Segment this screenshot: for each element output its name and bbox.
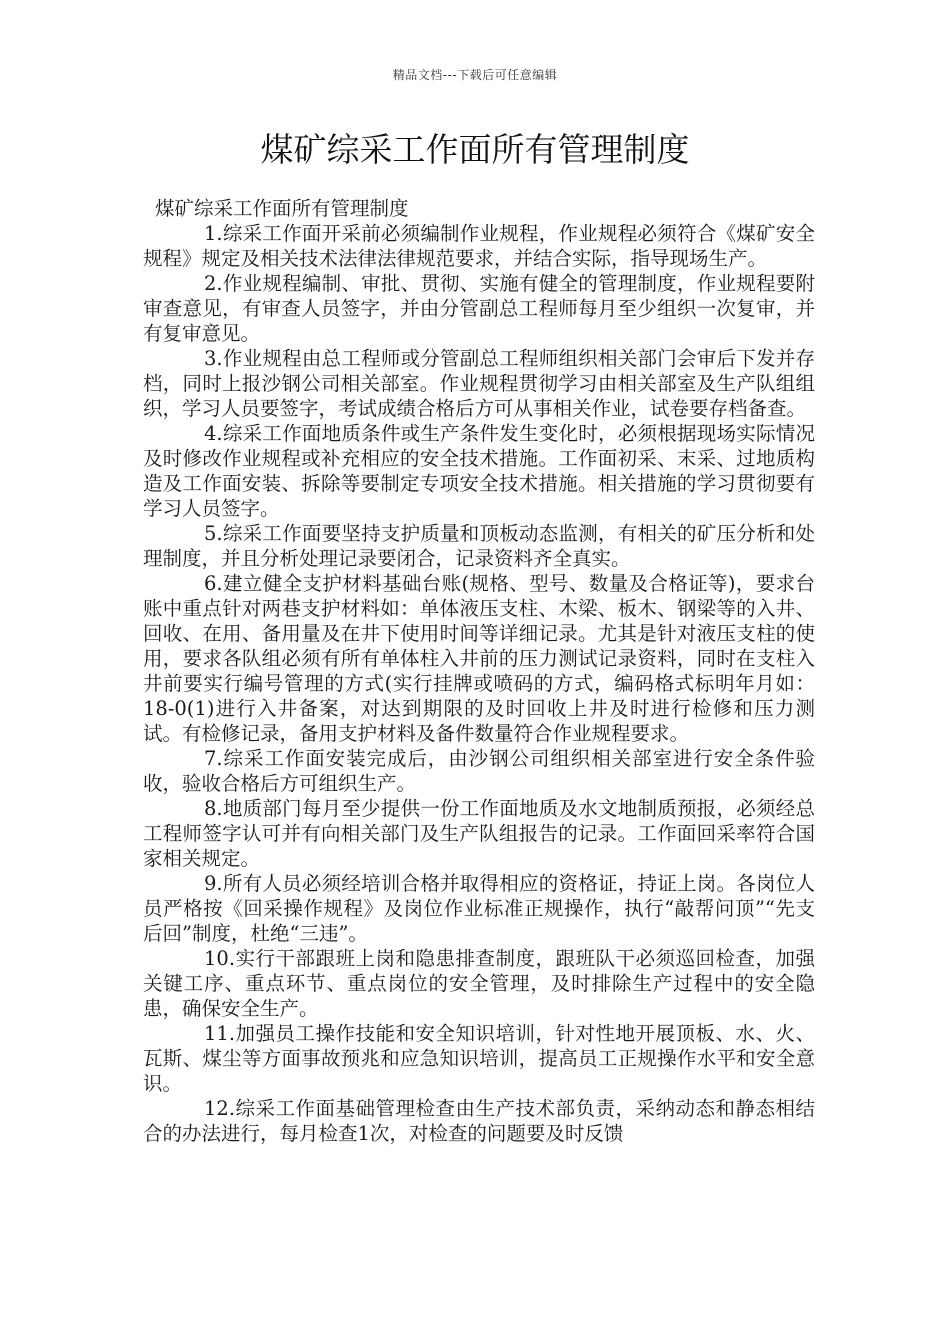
paragraph-1: 1.综采工作面开采前必须编制作业规程，作业规程必须符合《煤矿安全规程》规定及相关技术法律法律规范要求，并结合实际，指导现场生产。 [143, 222, 815, 270]
paragraph-4: 4.综采工作面地质条件或生产条件发生变化时，必须根据现场实际情况及时修改作业规程或补充相应的安全技术措施。工作面初采、末采、过地质构造及工作面安装、拆除等要制定专项安全技术措施。相关措施的学习贯彻要有学习人员签字。 [143, 422, 815, 520]
paragraph-10: 10.实行干部跟班上岗和隐患排查制度，跟班队干必须巡回检查，加强关键工序、重点环节、重点岗位的安全管理，及时排除生产过程中的安全隐患，确保安全生产。 [143, 947, 815, 1020]
page-header-note: 精品文档---下载后可任意编辑 [392, 68, 558, 82]
paragraph-2: 2.作业规程编制、审批、贯彻、实施有健全的管理制度，作业规程要附审查意见，有审查人员签字，并由分管副总工程师每月至少组织一次复审，并有复审意见。 [143, 272, 815, 345]
paragraph-9: 9.所有人员必须经培训合格并取得相应的资格证，持证上岗。各岗位人员严格按《回采操作规程》及岗位作业标准正规操作，执行“敲帮问顶”“先支后回”制度，杜绝“三违”。 [143, 872, 815, 945]
document-title: 煤矿综采工作面所有管理制度 [260, 130, 690, 169]
paragraph-5: 5.综采工作面要坚持支护质量和顶板动态监测，有相关的矿压分析和处理制度，并且分析处理记录要闭合，记录资料齐全真实。 [143, 522, 815, 570]
document-subtitle: 煤矿综采工作面所有管理制度 [155, 197, 409, 220]
paragraph-6: 6.建立健全支护材料基础台账(规格、型号、数量及合格证等)，要求台账中重点针对两巷支护材料如：单体液压支柱、木梁、板木、钢梁等的入井、回收、在用、备用量及在井下使用时间等详细记录。尤其是针对液压支柱的使用，要求各队组必须有所有单体柱入井前的压力测试记录资料，同时在支柱入井前要实行编号管理的方式(实行挂牌或喷码的方式，编码格式标明年月如：18-0(1)进行入井备案，对达到期限的及时回收上井及时进行检修和压力测试。有检修记录，备用支护材料及备件数量符合作业规程要求。 [143, 572, 815, 745]
paragraph-12: 12.综采工作面基础管理检查由生产技术部负责，采纳动态和静态相结合的办法进行，每月检查1次，对检查的问题要及时反馈 [143, 1097, 815, 1145]
paragraph-3: 3.作业规程由总工程师或分管副总工程师组织相关部门会审后下发并存档，同时上报沙钢公司相关部室。作业规程贯彻学习由相关部室及生产队组组织，学习人员要签字，考试成绩合格后方可从事相关作业，试卷要存档备查。 [143, 347, 815, 420]
paragraph-7: 7.综采工作面安装完成后，由沙钢公司组织相关部室进行安全条件验收，验收合格后方可组织生产。 [143, 747, 815, 795]
paragraph-11: 11.加强员工操作技能和安全知识培训，针对性地开展顶板、水、火、瓦斯、煤尘等方面事故预兆和应急知识培训，提高员工正规操作水平和安全意识。 [143, 1022, 815, 1095]
paragraph-8: 8.地质部门每月至少提供一份工作面地质及水文地制质预报，必须经总工程师签字认可并有向相关部门及生产队组报告的记录。工作面回采率符合国家相关规定。 [143, 797, 815, 870]
document-body [143, 196, 815, 1146]
